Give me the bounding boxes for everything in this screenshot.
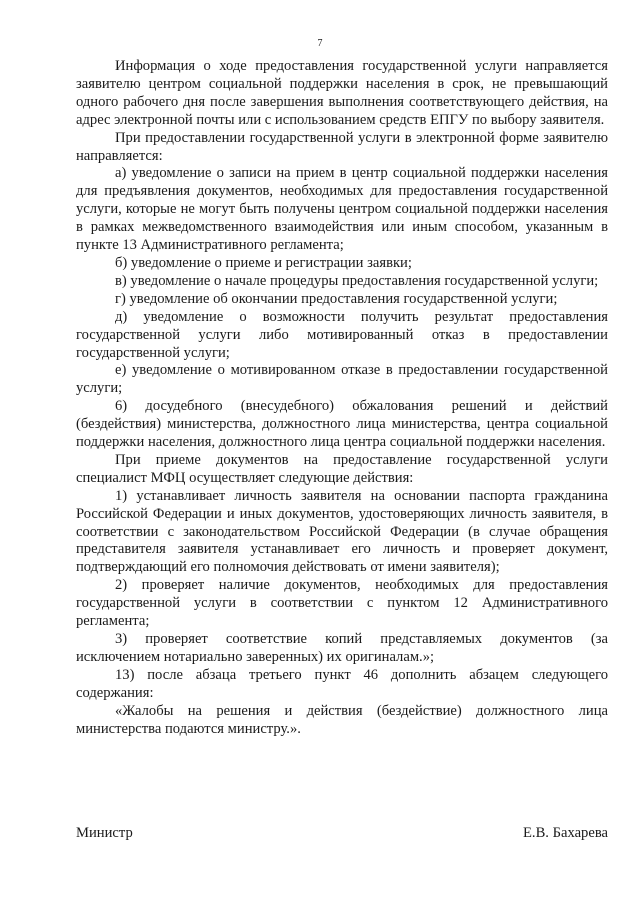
paragraph-item-a: а) уведомление о записи на прием в центр социальной поддержки населения для предъявления документов, необходимых для предоставления государственной услуги, которые не могут быть получены центром социальной поддержки населения в рамках межведомственного взаимодействия или иным способом, указанным в пункте 13 Административного регламента; <box>76 165 608 254</box>
paragraph-item-6: 6) досудебного (внесудебного) обжалования решений и действий (бездействия) министерства, должностного лица министерства, центра социальной поддержки населения, должностного лица центра социальной поддержки населения. <box>76 398 608 451</box>
paragraph-mfc-item-2: 2) проверяет наличие документов, необходимых для предоставления государственной услуги в соответствии с пунктом 12 Административного регламента; <box>76 577 608 630</box>
paragraph-mfc-actions: При приеме документов на предоставление государственной услуги специалист МФЦ осуществляет следующие действия: <box>76 451 608 486</box>
paragraph-item-b: б) уведомление о приеме и регистрации заявки; <box>115 254 412 271</box>
signatory-role: Министр <box>76 825 133 841</box>
paragraph-item-e: е) уведомление о мотивированном отказе в предоставлении государственной услуги; <box>76 362 608 397</box>
document-body <box>76 58 608 738</box>
paragraph-item-v: в) уведомление о начале процедуры предоставления государственной услуги; <box>115 272 599 289</box>
paragraph-electronic-notifications: При предоставлении государственной услуги в электронной форме заявителю направляется: <box>76 129 608 164</box>
paragraph-amendment-quote: «Жалобы на решения и действия (бездействие) должностного лица министерства подаются министру.». <box>76 702 608 737</box>
paragraph-mfc-item-1: 1) устанавливает личность заявителя на основании паспорта гражданина Российской Федерации и иных документов, удостоверяющих личность заявителя, в соответствии с законодательством Российской Федерации (в случае обращения представителя заявителя устанавливает его личность и проверяет документ, подтверждающий его полномочия действовать от имени заявителя); <box>76 487 608 576</box>
signatory-name: Е.В. Бахарева <box>523 825 608 841</box>
paragraph-mfc-item-3: 3) проверяет соответствие копий представляемых документов (за исключением нотариально заверенных) их оригиналам.»; <box>76 631 608 665</box>
paragraph-amendment-13: 13) после абзаца третьего пункт 46 дополнить абзацем следующего содержания: <box>76 666 608 701</box>
paragraph-item-d: д) уведомление о возможности получить результат предоставления государственной услуги либо мотивированный отказ в предоставлении государственной услуги; <box>76 308 608 361</box>
page-number: 7 <box>317 38 323 49</box>
paragraph-info-delivery: Информация о ходе предоставления государственной услуги направляется заявителю центром социальной поддержки населения в срок, не превышающий одного рабочего дня после завершения выполнения соответствующего действия, на адрес электронной почты или с использованием средств ЕПГУ по выбору заявителя. <box>76 58 608 128</box>
paragraph-item-g: г) уведомление об окончании предоставления государственной услуги; <box>115 290 558 307</box>
